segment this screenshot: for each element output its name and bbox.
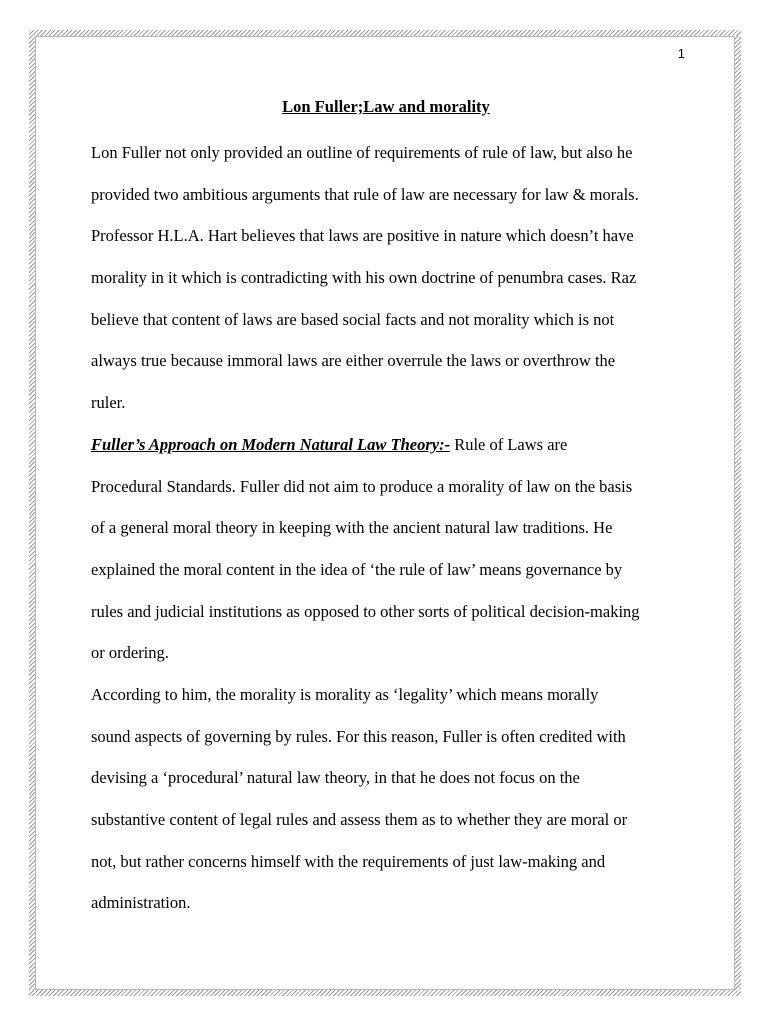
text-line: or ordering. (91, 643, 169, 663)
text-line: of a general moral theory in keeping with the ancient natural law traditions. He (91, 518, 613, 538)
text-line: rules and judicial institutions as opposed to other sorts of political decision-making (91, 601, 640, 621)
text-line: always true because immoral laws are either overrule the laws or overthrow the (91, 351, 616, 371)
text-line: explained the moral content in the idea of ‘the rule of law’ means governance by (91, 559, 623, 579)
text-line: provided two ambitious arguments that rule of law are necessary for law & morals. (91, 184, 639, 204)
text-line: Lon Fuller not only provided an outline of requirements of rule of law, but also he (91, 143, 633, 162)
section-heading: Fuller’s Approach on Modern Natural Law Theory:- (91, 434, 451, 454)
text-line (91, 424, 681, 466)
paragraph-fuller-approach (91, 424, 681, 674)
text-line: believe that content of laws are based social facts and not morality which is not (91, 309, 615, 329)
text-line: sound aspects of governing by rules. For this reason, Fuller is often credited with (91, 726, 626, 746)
document-body (91, 94, 681, 924)
text-line: Professor H.L.A. Hart believes that laws are positive in nature which doesn’t have (91, 226, 634, 246)
text-line: morality in it which is contradicting with his own doctrine of penumbra cases. Raz (91, 268, 637, 288)
text-run: Rule of Laws are (450, 434, 568, 454)
paragraph-legality (91, 674, 681, 924)
text-line: Procedural Standards. Fuller did not aim to produce a morality of law on the basis (91, 476, 633, 496)
page-number: 1 (677, 46, 685, 61)
text-line: administration. (91, 893, 191, 913)
text-line: substantive content of legal rules and assess them as to whether they are moral or (91, 810, 628, 829)
document-title: Lon Fuller;Law and morality (282, 97, 490, 116)
text-line: ruler. (91, 393, 126, 413)
text-line: devising a ‘procedural’ natural law theory, in that he does not focus on the (91, 768, 580, 788)
paragraph-intro (91, 132, 681, 424)
text-line: According to him, the morality is morality as ‘legality’ which means morally (91, 684, 599, 704)
text-line: not, but rather concerns himself with the requirements of just law-making and (91, 851, 606, 871)
